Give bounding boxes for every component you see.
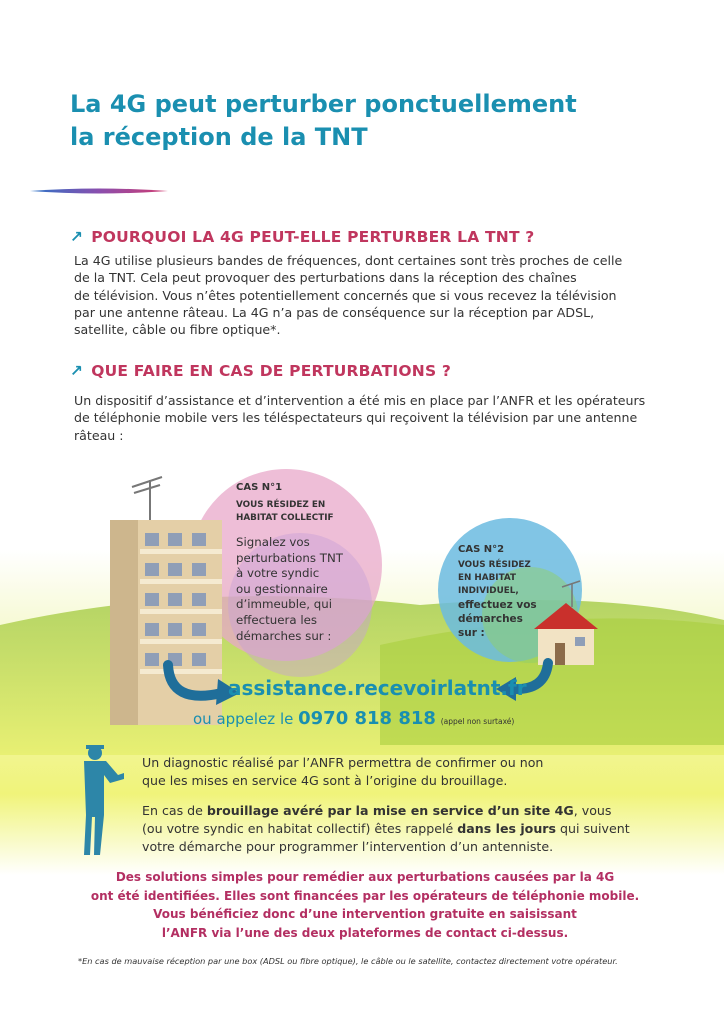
arrow-up-right-icon: ↗ [70, 362, 84, 380]
solutions-paragraph: Des solutions simples pour remédier aux perturbations causées par la 4G ont été identifiées. Elles sont financées par les opérateurs de téléphonie mobile. Vous bénéficiez donc d’une intervention gratuite en saisissant l’ANFR via l’une des deux plateformes de contact ci-dessus. [90, 870, 640, 940]
para-line: par une antenne râteau. La 4G n’a pas de conséquence sur la réception par ADSL, [74, 304, 595, 320]
section-what-paragraph [74, 392, 674, 444]
para-line: râteau : [74, 427, 124, 443]
para-line: Un dispositif d’assistance et d’intervention a été mis en place par l’ANFR et les opérateurs [74, 393, 646, 408]
section-why-paragraph [74, 252, 674, 338]
interference-paragraph: En cas de brouillage avéré par la mise en service d’un site 4G, vous (ou votre syndic en habitat collectif) êtes rappelé dans les jours qui suivent votre démarche pour programmer l’intervention d’un antenniste. [142, 803, 630, 854]
phone-number[interactable]: 0970 818 818 [298, 708, 436, 729]
title-line-2: la réception de la TNT [70, 123, 368, 151]
cas1-subtitle: VOUS RÉSIDEZ EN HABITAT COLLECTIF [236, 500, 334, 523]
page-title [70, 88, 670, 154]
assistance-url-link[interactable]: assistance.recevoirlatnt.fr [228, 676, 527, 700]
cas2-title: CAS N°2 [458, 544, 505, 555]
cas1-text [236, 482, 366, 644]
para-line: La 4G utilise plusieurs bandes de fréquences, dont certaines sont très proches de celle [74, 253, 623, 268]
section-heading-what-to-do: ↗ QUE FAIRE EN CAS DE PERTURBATIONS ? [70, 362, 452, 380]
cas1-title: CAS N°1 [236, 482, 283, 493]
para-line: de la TNT. Cela peut provoquer des perturbations dans la réception des chaînes [74, 270, 577, 286]
para-line: de télévision. Vous n’êtes potentiellement concernés que si vous recevez la télévision [74, 287, 617, 303]
para-line: de téléphonie mobile vers les téléspectateurs qui reçoivent la télévision par une antenne [74, 410, 638, 426]
cas2-body: effectuez vos démarches sur : [458, 599, 537, 639]
cas1-body: Signalez vos perturbations TNT à votre syndic ou gestionnaire d’immeuble, qui effectuera les démarches sur : [236, 535, 343, 643]
phone-prefix: ou appelez le [193, 710, 299, 728]
cas2-subtitle: VOUS RÉSIDEZ EN HABITAT INDIVIDUEL, [458, 560, 531, 596]
phone-note: (appel non surtaxé) [440, 717, 515, 726]
decorative-gradient-line [30, 186, 168, 196]
diagnostic-paragraph: Un diagnostic réalisé par l’ANFR permettra de confirmer ou non que les mises en service 4G sont à l’origine du brouillage. [142, 755, 544, 788]
title-line-1: La 4G peut perturber ponctuellement [70, 90, 577, 118]
para-line: satellite, câble ou fibre optique*. [74, 322, 281, 338]
footnote: *En cas de mauvaise réception par une box (ADSL ou fibre optique), le câble ou le satellite, contactez directement votre opérateur. [78, 956, 618, 966]
cas2-text [458, 544, 558, 640]
section-heading-why: ↗ POURQUOI LA 4G PEUT-ELLE PERTURBER LA TNT ? [70, 228, 535, 246]
phone-line [193, 708, 514, 729]
arrow-up-right-icon: ↗ [70, 228, 84, 246]
